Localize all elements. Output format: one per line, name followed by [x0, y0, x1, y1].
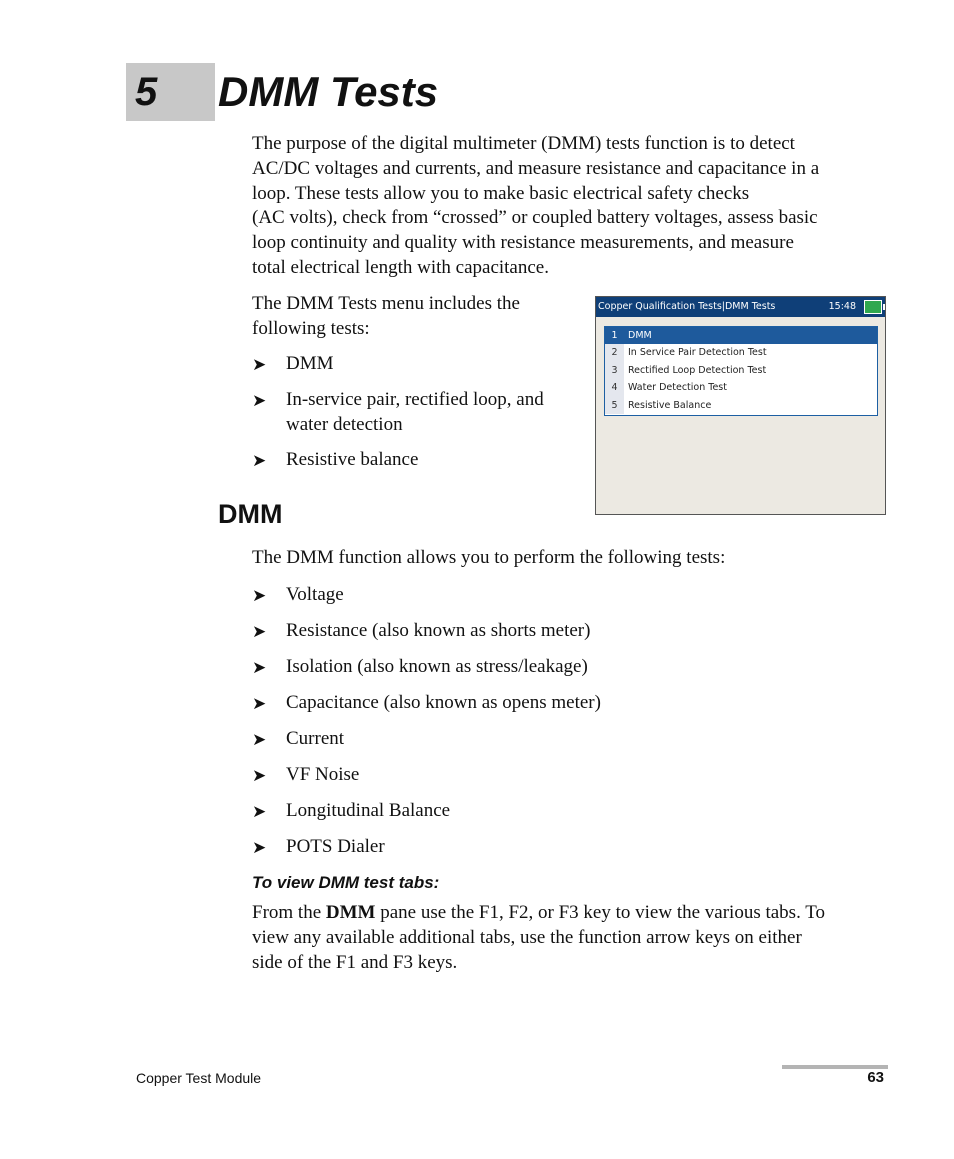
procedure-heading: To view DMM test tabs: — [252, 873, 440, 892]
chapter-title: DMM Tests — [218, 68, 439, 115]
list-item — [252, 388, 544, 438]
menu-item-label: Rectified Loop Detection Test — [628, 364, 767, 376]
screenshot-title: Copper Qualification Tests|DMM Tests — [598, 301, 776, 312]
screenshot-clock: 15:48 — [828, 301, 856, 312]
intro-paragraph — [252, 132, 819, 281]
intro-line: AC/DC voltages and currents, and measure resistance and capacitance in a — [252, 157, 820, 179]
intro-line: loop. These tests allow you to make basic electrical safety checks — [252, 182, 750, 204]
list-item — [252, 835, 601, 860]
intro-line: total electrical length with capacitance. — [252, 256, 549, 278]
menu-item-dmm[interactable] — [605, 327, 877, 344]
list-item — [252, 727, 601, 752]
arrow-bullet-icon: ➤ — [252, 451, 267, 471]
section-heading: DMM — [218, 499, 283, 529]
menu-item-number: 2 — [605, 344, 624, 361]
arrow-bullet-icon: ➤ — [252, 621, 267, 641]
menu-intro — [252, 292, 520, 342]
arrow-bullet-icon: ➤ — [252, 657, 267, 677]
dmm-tests-screenshot — [595, 296, 886, 515]
screenshot-titlebar — [596, 297, 885, 317]
menu-item-label: Water Detection Test — [628, 382, 727, 394]
list-item — [252, 763, 601, 788]
menu-item-number: 5 — [605, 397, 624, 414]
menu-item-number: 4 — [605, 379, 624, 396]
bullet-text: Voltage — [286, 584, 344, 605]
bullet-text: water detection — [286, 413, 403, 435]
bullet-text: VF Noise — [286, 763, 360, 785]
section-intro: The DMM function allows you to perform the following tests: — [252, 547, 726, 568]
procedure-text: pane use the F1, F2, or F3 key to view the various tabs. To — [375, 902, 825, 923]
menu-bullet-list — [252, 352, 544, 473]
intro-line: The purpose of the digital multimeter (DMM) tests function is to detect — [252, 133, 795, 154]
procedure-text: From the — [252, 902, 326, 923]
bullet-text: Isolation (also known as stress/leakage) — [286, 655, 588, 677]
menu-intro-line: following tests: — [252, 317, 370, 339]
dmm-pane-name: DMM — [325, 902, 376, 923]
intro-line: loop continuity and quality with resistance measurements, and measure — [252, 232, 794, 254]
menu-item-water-detection[interactable] — [605, 379, 877, 396]
bullet-text: Resistive balance — [286, 449, 419, 471]
menu-item-label: DMM — [628, 330, 652, 341]
menu-item-resistive-balance[interactable] — [605, 397, 877, 414]
menu-item-number: 3 — [605, 362, 624, 379]
menu-item-number: 1 — [605, 327, 624, 344]
page-number: 63 — [867, 1069, 884, 1086]
bullet-text: POTS Dialer — [286, 835, 385, 857]
bullet-text: DMM — [286, 353, 334, 374]
list-item — [252, 352, 544, 377]
menu-item-label: In Service Pair Detection Test — [628, 347, 767, 359]
list-item — [252, 448, 544, 473]
arrow-bullet-icon: ➤ — [252, 693, 267, 713]
footer-doc-title: Copper Test Module — [136, 1070, 262, 1086]
menu-item-rectified-loop[interactable] — [605, 362, 877, 379]
bullet-text: Longitudinal Balance — [286, 799, 451, 821]
arrow-bullet-icon: ➤ — [252, 390, 267, 410]
menu-item-label: Resistive Balance — [628, 399, 712, 411]
arrow-bullet-icon: ➤ — [252, 586, 267, 605]
list-item — [252, 583, 601, 608]
battery-icon — [864, 300, 882, 314]
bullet-text: In-service pair, rectified loop, and — [286, 388, 544, 410]
list-item — [252, 691, 601, 716]
menu-intro-line: The DMM Tests menu includes the — [252, 293, 520, 314]
bullet-text: Resistance (also known as shorts meter) — [286, 619, 591, 641]
list-item — [252, 655, 601, 680]
procedure-line — [252, 901, 825, 926]
arrow-bullet-icon: ➤ — [252, 801, 267, 821]
procedure-line: view any available additional tabs, use the function arrow keys on either — [252, 926, 802, 948]
arrow-bullet-icon: ➤ — [252, 837, 267, 857]
dmm-test-bullet-list — [252, 583, 601, 860]
bullet-text: Current — [286, 727, 345, 749]
list-item — [252, 619, 601, 644]
arrow-bullet-icon: ➤ — [252, 765, 267, 785]
arrow-bullet-icon: ➤ — [252, 729, 267, 749]
list-item — [252, 799, 601, 824]
intro-line: (AC volts), check from “crossed” or coupled battery voltages, assess basic — [252, 207, 818, 229]
bullet-text: Capacitance (also known as opens meter) — [286, 691, 601, 713]
procedure-paragraph — [252, 901, 825, 975]
menu-item-in-service-pair[interactable] — [605, 344, 877, 361]
arrow-bullet-icon: ➤ — [252, 355, 267, 374]
procedure-line: side of the F1 and F3 keys. — [252, 951, 458, 973]
test-menu-list — [604, 326, 878, 416]
chapter-number: 5 — [135, 70, 158, 114]
